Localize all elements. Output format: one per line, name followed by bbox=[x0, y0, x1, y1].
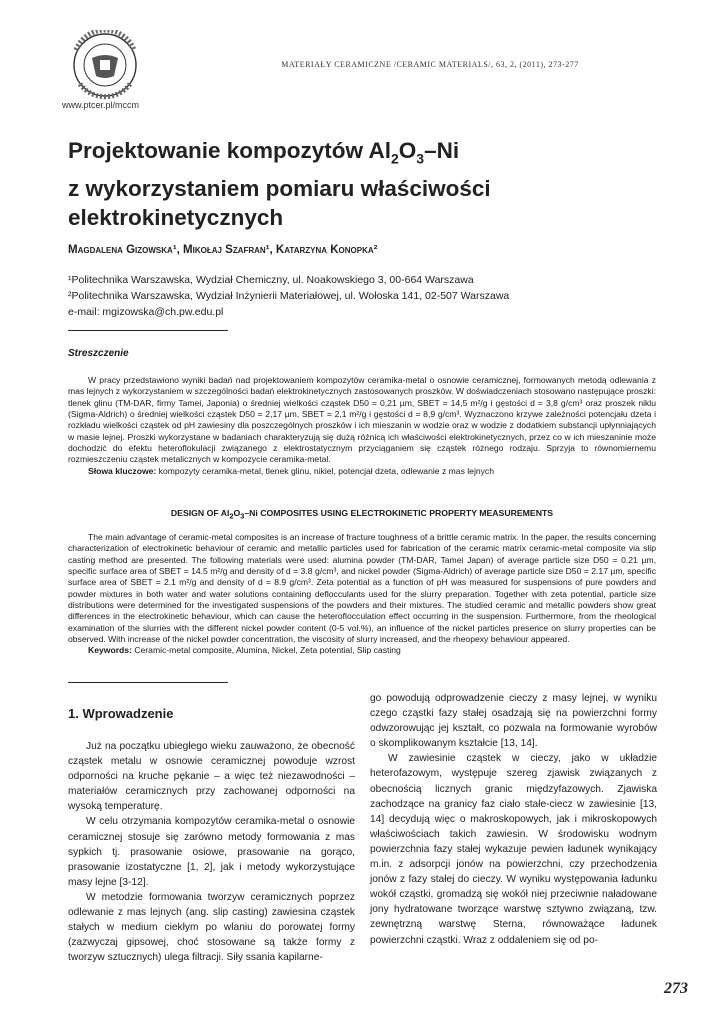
authors: Magdalena Gizowska¹, Mikołaj Szafran¹, Katarzyna Konopka² bbox=[68, 244, 378, 256]
abstract-pl bbox=[68, 375, 656, 477]
abstract-en-text: The main advantage of ceramic-metal composites is an increase of fracture toughness of a brittle ceramic matrix. In the paper, the results concerning characterization of electrokinetic behaviour of ceramic and metallic particles used for fabrication of the ceramic matrix ceramic-metal composite via slip casting method are presented. The following materials were used: alumina powder (TM-DAR, Tamei Japan) of average particle size D50 = 0.21 µm, specific surface area of SBET = 14.5 m²/g and density of d = 3.8 g/cm³, and nickel powder (Sigma-Aldrich) of average particle size D50 = 2.17 µm, specific surface area of SBET = 2.1 m²/g and density of d = 8.9 g/cm³. Zeta potential as a function of pH was measured for suspensions of pure powders and powder mixtures in both water and water solutions containing deflocculants used for the slurry preparation. Together with zeta potential, particle size distributions were determined for the investigated suspensions of the powders and their mixtures. The studied ceramic and metallic powders show great differences in the electrokinetic behaviour, which can cause the heteroflocculation effect occurring in the suspension. Furthermore, from the rheological examination of the slurries with the different nickel powder content (0-5 vol.%), an influence of the nickel particles presence on slurry properties can be observed. With increase of the nickel powder concentration, the viscosity of slurry increased, and the rheopexy behaviour appeared. bbox=[68, 532, 656, 645]
section-heading: 1. Wprowadzenie bbox=[68, 706, 174, 721]
divider bbox=[68, 330, 228, 331]
keywords-pl: Słowa kluczowe: kompozyty ceramika-metal, tlenek glinu, nikiel, potencjał dzeta, odlewanie z mas lejnych bbox=[88, 465, 495, 476]
paragraph: W zawiesinie cząstek w cieczy, jako w układzie heterofazowym, występuje szereg zjawisk związanych z obecnością licznych granic międzyfazowych. Zjawiska zachodzące na granicy faz ciało stałe-ciecz w zawiesinie [13, 14] decydują więc o makroskopowych, jak i mikroskopowych właściwościach takich zawiesin. W środowisku wodnym powierzchnia fazy stałej wykazuje pewien ładunek wynikający m.in. z adsorpcji jonów na powierzchni, czy przechodzenia jonów z fazy stałej do cieczy. W wyniku występowania ładunku wokół cząstki, gromadzą się wokół niej przeciwnie naładowane jony hydratowane tworzące warstwę sztywno związaną, tzw. zewnętrzną warstwę Sterna, równoważące ładunek powierzchni cząstki. Wraz z oddaleniem się od po- bbox=[370, 753, 657, 946]
page-number: 273 bbox=[664, 980, 688, 997]
abstract-pl-text: W pracy przedstawiono wyniki badań nad projektowaniem kompozytów ceramika-metal o osnowie ceramicznej, formowanych metodą odlewania z mas lejnych z wykorzystaniem w szczególności badań elektrokinetycznych zastosowanych proszków. W doświadczeniach stosowano następujące proszki: tlenek glinu (TM-DAR, firmy Tamei, Japonia) o średniej wielkości cząstek D50 = 0,21 µm, SBET = 14,5 m²/g i gęstości d = 3,8 g/cm³ oraz proszek niklu (Sigma-Aldrich) o średniej wielkości cząstek D50 = 2,17 µm, SBET = 2,1 m²/g i gęstości d = 8,9 g/cm³. Wyznaczono krzywe zależności potencjału dzeta i rozkładu wielkości cząstek od pH zawiesiny dla poszczególnych proszków i ich mieszanin w wodzie oraz w wodzie z dodatkiem substancji upłynniających w masie lejnej. Proszki wykorzystane w badaniach charakteryzują się dużą różnicą ich właściwości elektrokinetycznych, przez co w ich mieszaninie może dochodzić do efektu heteroflokulacji związanego z elektrostatycznym przyciąganiem się cząstek różnego rodzaju. Sprzyja to równomiernemu rozmieszczeniu cząstek metalicznych w kompozycie ceramika-metal. bbox=[68, 375, 656, 465]
keywords-en: Keywords: Ceramic-metal composite, Alumina, Nickel, Zeta potential, Slip casting bbox=[88, 645, 401, 656]
paragraph: go powodują odprowadzenie cieczy z masy lejnej, w wyniku czego cząstki fazy stałej osadzają się na powierzchni formy odwzorowując jej kształt, co pozwala na formowanie wyrobów o skomplikowanym kształcie [13, 14]. bbox=[370, 693, 657, 750]
paragraph: W metodzie formowania tworzyw ceramicznych poprzez odlewanie z mas lejnych (ang. slip casting) zawiesina cząstek stałych w medium ciekłym po wlaniu do porowatej formy (zazwyczaj gipsowej, choć stosowane są także formy z tworzyw sztucznych) ulega filtracji. Siły ssania kapilarne- bbox=[68, 891, 355, 964]
affiliation-1: ¹Politechnika Warszawska, Wydział Chemiczny, ul. Noakowskiego 3, 00-664 Warszawa bbox=[68, 274, 474, 286]
email[interactable]: e-mail: mgizowska@ch.pw.edu.pl bbox=[68, 306, 224, 318]
body-column-right bbox=[370, 691, 657, 948]
paragraph: W celu otrzymania kompozytów ceramika-metal o osnowie ceramicznej stosuje się zarówno metody formowania z mas sypkich tj. prasowanie osiowe, prasowanie na gorąco, prasowanie izostatyczne [1, 2], jak i metody wykorzystujące masy lejne [3-12]. bbox=[68, 816, 355, 888]
body-column-left bbox=[68, 739, 355, 965]
affiliation-2: ²Politechnika Warszawska, Wydział Inżynierii Materiałowej, ul. Wołoska 141, 02-507 Warszawa bbox=[68, 290, 510, 302]
paragraph: Już na początku ubiegłego wieku zauważono, że obecność cząstek metalu w osnowie ceramicznej powoduje wzrost odporności na kruche pękanie – a więc też niezawodności – materiałów ceramicznych przy zachowanej odporności na wysoką temperaturę. bbox=[68, 741, 355, 813]
affiliations bbox=[68, 272, 509, 320]
logo-url[interactable]: www.ptcer.pl/mccm bbox=[62, 100, 140, 110]
divider bbox=[68, 682, 228, 683]
paper-title: Projektowanie kompozytów $Al_2O_3-Ni$ z wykorzystaniem pomiaru właściwości elektrokinetycznych bbox=[68, 138, 491, 230]
journal-header: MATERIAŁY CERAMICZNE /CERAMIC MATERIALS/, 63, 2, (2011), 273-277 bbox=[281, 60, 579, 69]
english-title: DESIGN OF $Al_2O_3-Ni$ COMPOSITES USING ELECTROKINETIC PROPERTY MEASUREMENTS bbox=[170, 508, 554, 521]
society-logo bbox=[62, 30, 148, 100]
abstract-en bbox=[68, 532, 656, 657]
abstract-heading: Streszczenie bbox=[68, 348, 129, 359]
